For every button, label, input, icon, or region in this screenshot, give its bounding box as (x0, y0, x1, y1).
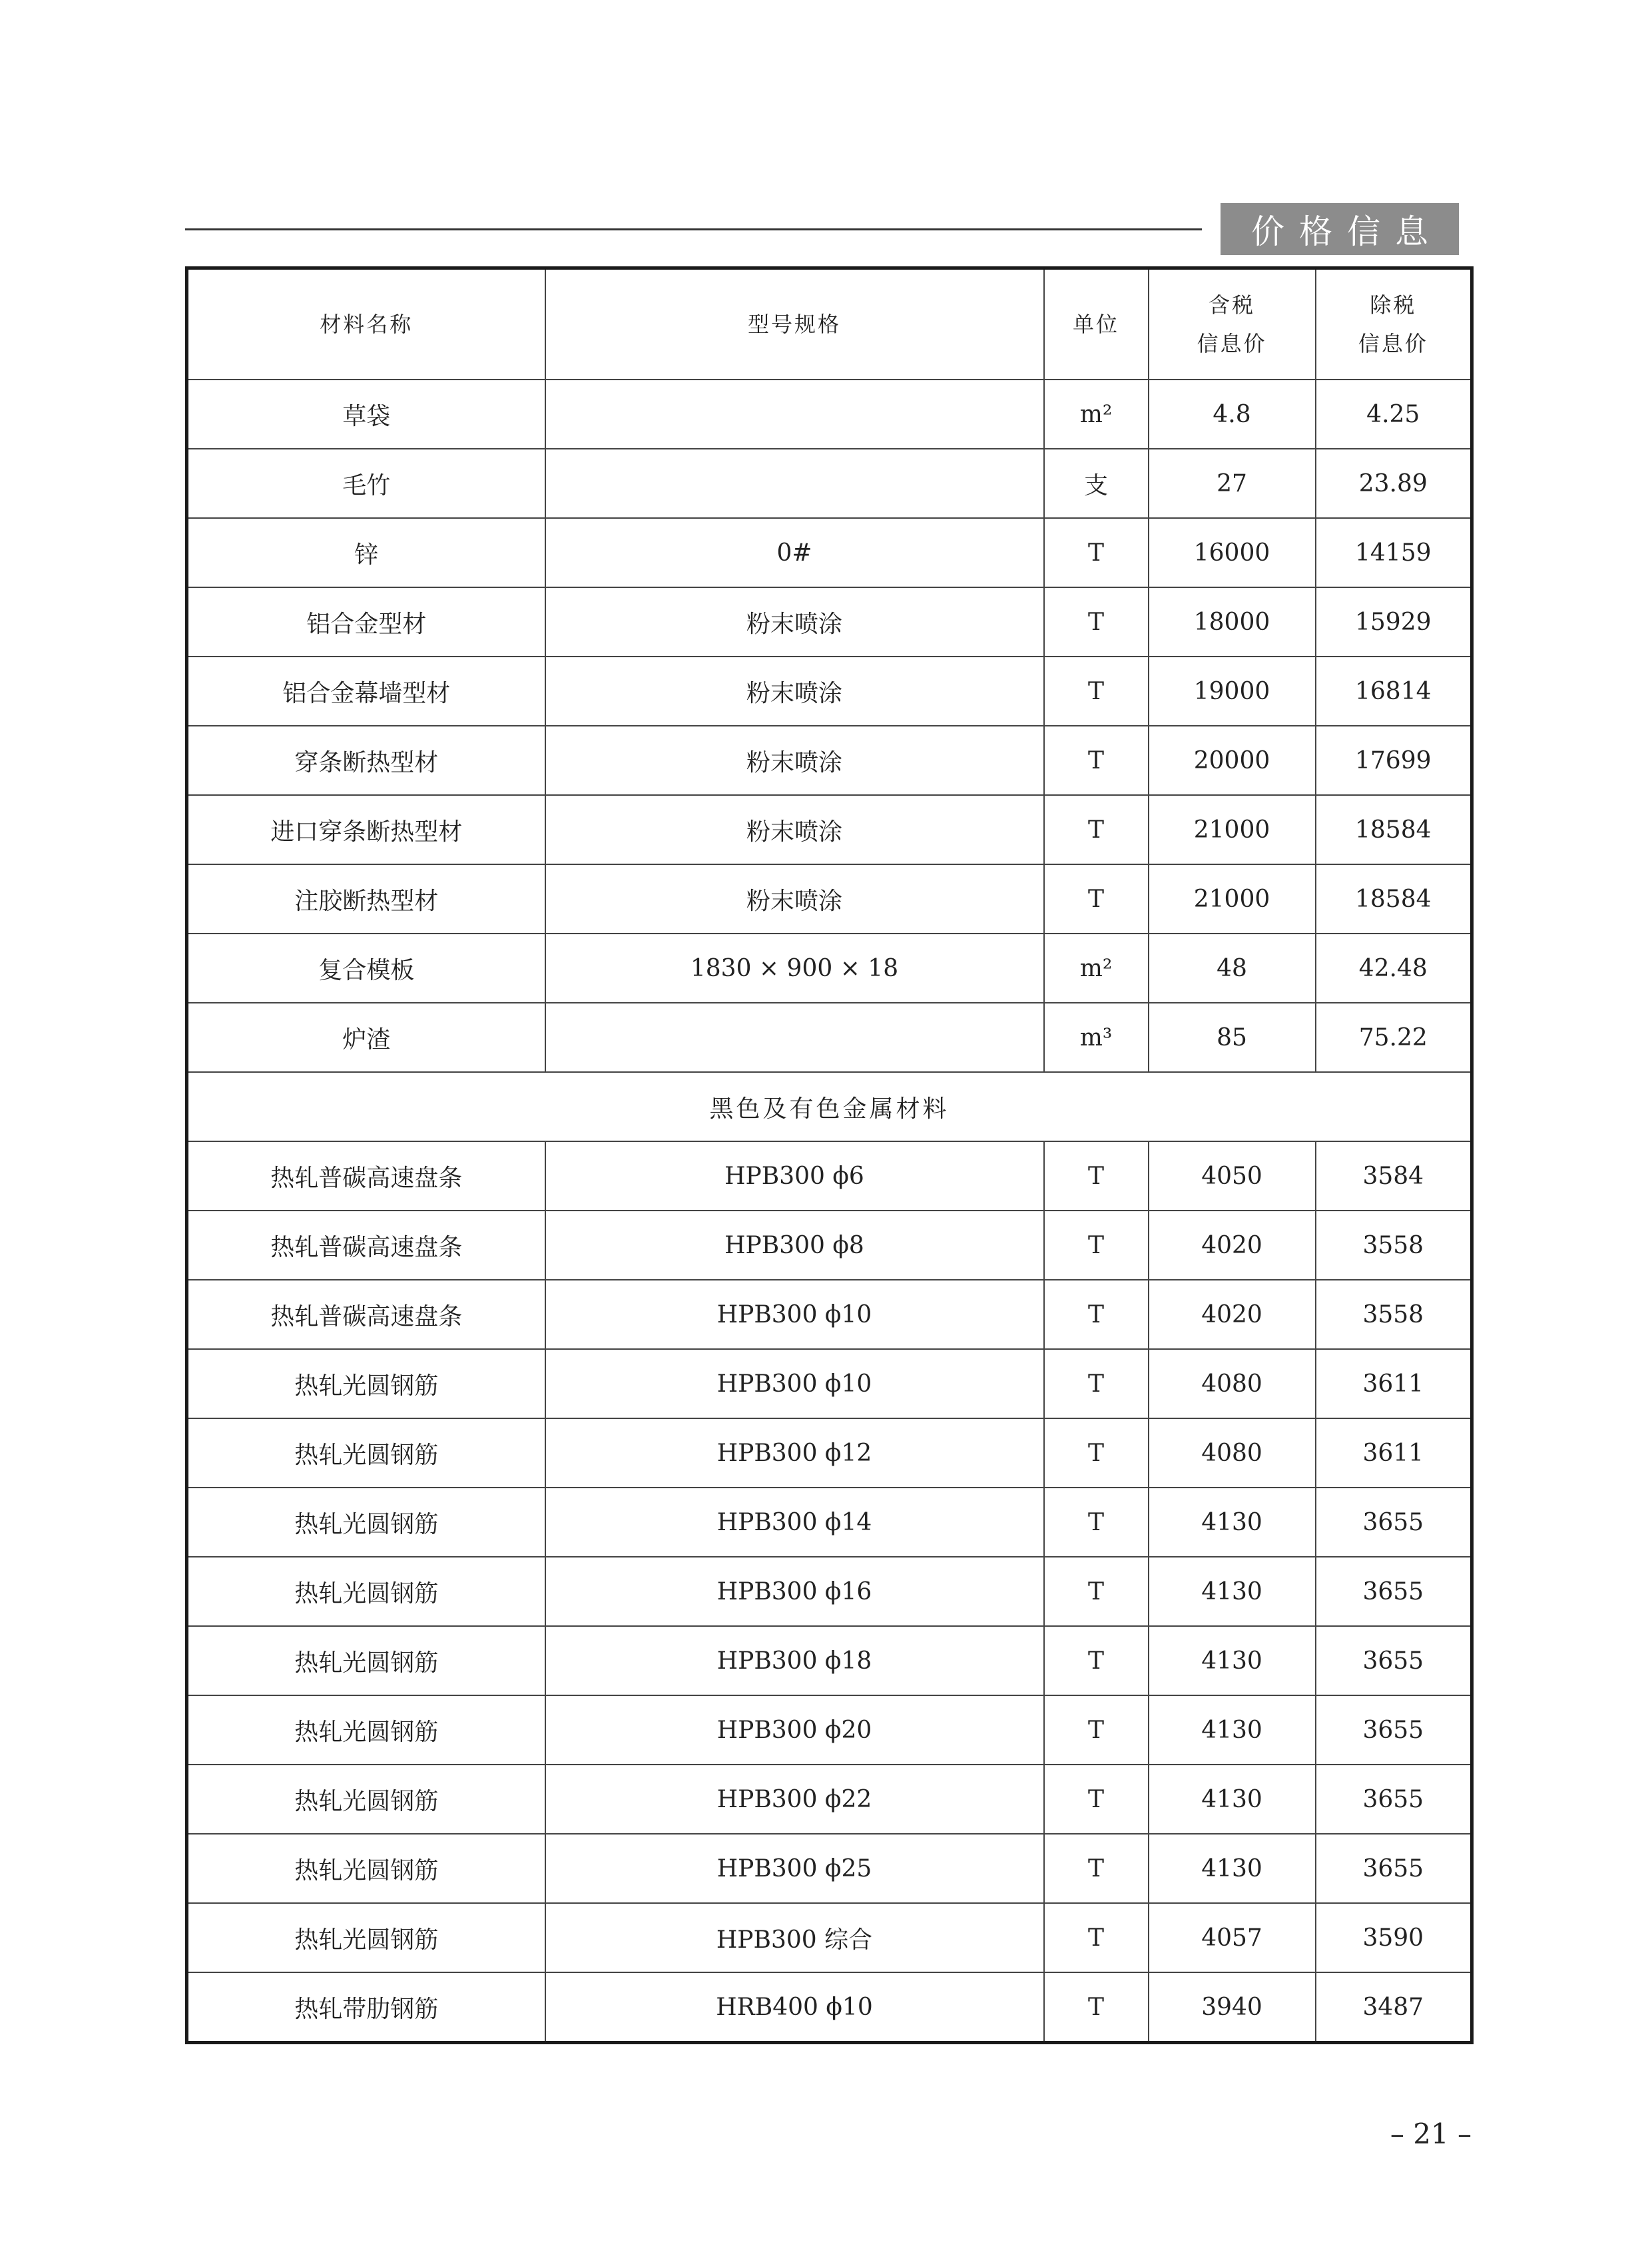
cell-price-tax: 48 (1149, 934, 1316, 1003)
cell-price-tax: 4080 (1149, 1418, 1316, 1488)
cell-unit: T (1044, 1280, 1149, 1349)
cell-spec: HRB400 ϕ10 (545, 1972, 1044, 2043)
table-row (187, 1280, 1472, 1349)
cell-spec: HPB300 ϕ6 (545, 1141, 1044, 1211)
cell-unit: m³ (1044, 1003, 1149, 1072)
cell-spec: 粉末喷涂 (545, 864, 1044, 934)
cell-name: 草袋 (187, 380, 545, 449)
cell-name: 注胶断热型材 (187, 864, 545, 934)
table-row (187, 934, 1472, 1003)
cell-price-tax: 4050 (1149, 1141, 1316, 1211)
cell-unit: T (1044, 795, 1149, 864)
cell-price-notax: 23.89 (1316, 449, 1472, 518)
cell-price-tax: 4130 (1149, 1695, 1316, 1765)
cell-unit: m² (1044, 934, 1149, 1003)
table-row (187, 518, 1472, 587)
cell-spec: 粉末喷涂 (545, 657, 1044, 726)
cell-unit: T (1044, 587, 1149, 657)
cell-price-tax: 4130 (1149, 1488, 1316, 1557)
cell-unit: T (1044, 1903, 1149, 1972)
cell-price-tax: 85 (1149, 1003, 1316, 1072)
table-row (187, 1765, 1472, 1834)
table-row (187, 1349, 1472, 1418)
cell-spec: HPB300 ϕ8 (545, 1211, 1044, 1280)
cell-name: 热轧光圆钢筋 (187, 1557, 545, 1626)
cell-name: 热轧光圆钢筋 (187, 1695, 545, 1765)
cell-price-tax: 19000 (1149, 657, 1316, 726)
cell-price-notax: 3655 (1316, 1695, 1472, 1765)
cell-unit: T (1044, 1557, 1149, 1626)
cell-unit: T (1044, 1695, 1149, 1765)
table-row (187, 1834, 1472, 1903)
cell-price-tax: 21000 (1149, 864, 1316, 934)
cell-name: 炉渣 (187, 1003, 545, 1072)
col-header-price-notax-line1: 除税 (1370, 292, 1417, 318)
cell-price-notax: 75.22 (1316, 1003, 1472, 1072)
cell-spec: 粉末喷涂 (545, 587, 1044, 657)
cell-price-notax: 3655 (1316, 1765, 1472, 1834)
cell-price-notax: 3487 (1316, 1972, 1472, 2043)
cell-name: 热轧光圆钢筋 (187, 1834, 545, 1903)
cell-price-tax: 20000 (1149, 726, 1316, 795)
cell-price-tax: 16000 (1149, 518, 1316, 587)
cell-price-tax: 21000 (1149, 795, 1316, 864)
cell-name: 毛竹 (187, 449, 545, 518)
table-row (187, 587, 1472, 657)
table-row (187, 1488, 1472, 1557)
cell-price-tax: 4130 (1149, 1557, 1316, 1626)
cell-unit: T (1044, 657, 1149, 726)
cell-unit: T (1044, 1488, 1149, 1557)
table-row (187, 726, 1472, 795)
cell-spec: 1830 × 900 × 18 (545, 934, 1044, 1003)
cell-spec: HPB300 综合 (545, 1903, 1044, 1972)
table-section-heading-group (187, 1072, 1472, 1141)
cell-price-tax: 4020 (1149, 1211, 1316, 1280)
cell-price-notax: 3558 (1316, 1211, 1472, 1280)
table-row (187, 1211, 1472, 1280)
cell-name: 铝合金幕墙型材 (187, 657, 545, 726)
cell-unit: T (1044, 1972, 1149, 2043)
table-row (187, 449, 1472, 518)
table-header-row (187, 268, 1472, 380)
cell-spec (545, 449, 1044, 518)
cell-name: 热轧普碳高速盘条 (187, 1141, 545, 1211)
cell-price-notax: 18584 (1316, 795, 1472, 864)
cell-spec: 粉末喷涂 (545, 795, 1044, 864)
cell-unit: T (1044, 1418, 1149, 1488)
cell-spec: HPB300 ϕ20 (545, 1695, 1044, 1765)
cell-name: 热轧光圆钢筋 (187, 1903, 545, 1972)
cell-price-notax: 3590 (1316, 1903, 1472, 1972)
table-row (187, 1003, 1472, 1072)
table-row (187, 380, 1472, 449)
table-row (187, 1695, 1472, 1765)
table-row (187, 1903, 1472, 1972)
cell-name: 铝合金型材 (187, 587, 545, 657)
cell-spec: HPB300 ϕ18 (545, 1626, 1044, 1695)
cell-price-tax: 4080 (1149, 1349, 1316, 1418)
cell-unit: 支 (1044, 449, 1149, 518)
price-table (185, 266, 1474, 2044)
table-body-metals (187, 1141, 1472, 2043)
cell-spec: HPB300 ϕ14 (545, 1488, 1044, 1557)
table-row (187, 657, 1472, 726)
cell-name: 穿条断热型材 (187, 726, 545, 795)
cell-unit: T (1044, 1765, 1149, 1834)
cell-price-notax: 3655 (1316, 1626, 1472, 1695)
cell-price-notax: 17699 (1316, 726, 1472, 795)
cell-price-notax: 3558 (1316, 1280, 1472, 1349)
cell-spec: HPB300 ϕ25 (545, 1834, 1044, 1903)
cell-price-tax: 4130 (1149, 1626, 1316, 1695)
header-rule (185, 228, 1202, 230)
cell-name: 锌 (187, 518, 545, 587)
table-row (187, 1972, 1472, 2043)
cell-price-tax: 27 (1149, 449, 1316, 518)
cell-price-tax: 4020 (1149, 1280, 1316, 1349)
page-number: – 21 – (1390, 2117, 1472, 2150)
section-title: 价格信息 (1221, 203, 1459, 255)
cell-price-tax: 4130 (1149, 1765, 1316, 1834)
cell-name: 热轧普碳高速盘条 (187, 1211, 545, 1280)
cell-name: 热轧光圆钢筋 (187, 1765, 545, 1834)
cell-price-notax: 42.48 (1316, 934, 1472, 1003)
cell-spec (545, 380, 1044, 449)
cell-price-notax: 3611 (1316, 1418, 1472, 1488)
col-header-name: 材料名称 (187, 268, 545, 380)
cell-price-tax: 4.8 (1149, 380, 1316, 449)
cell-price-notax: 3655 (1316, 1834, 1472, 1903)
cell-name: 热轧带肋钢筋 (187, 1972, 545, 2043)
cell-spec: 0# (545, 518, 1044, 587)
cell-name: 热轧光圆钢筋 (187, 1626, 545, 1695)
table-row (187, 1418, 1472, 1488)
cell-unit: T (1044, 726, 1149, 795)
cell-spec (545, 1003, 1044, 1072)
col-header-price-notax (1316, 268, 1472, 380)
col-header-unit: 单位 (1044, 268, 1149, 380)
cell-spec: HPB300 ϕ10 (545, 1349, 1044, 1418)
cell-name: 复合模板 (187, 934, 545, 1003)
cell-name: 进口穿条断热型材 (187, 795, 545, 864)
cell-price-notax: 14159 (1316, 518, 1472, 587)
cell-unit: T (1044, 1349, 1149, 1418)
cell-price-notax: 4.25 (1316, 380, 1472, 449)
cell-price-notax: 3611 (1316, 1349, 1472, 1418)
section-heading-row (187, 1072, 1472, 1141)
cell-spec: 粉末喷涂 (545, 726, 1044, 795)
cell-price-tax: 3940 (1149, 1972, 1316, 2043)
section-heading: 黑色及有色金属材料 (187, 1072, 1472, 1141)
table-row (187, 795, 1472, 864)
col-header-price-tax-line1: 含税 (1208, 292, 1255, 318)
cell-spec: HPB300 ϕ16 (545, 1557, 1044, 1626)
cell-unit: T (1044, 1626, 1149, 1695)
cell-unit: m² (1044, 380, 1149, 449)
cell-price-notax: 3655 (1316, 1488, 1472, 1557)
cell-price-notax: 18584 (1316, 864, 1472, 934)
col-header-price-tax (1149, 268, 1316, 380)
cell-unit: T (1044, 518, 1149, 587)
cell-spec: HPB300 ϕ12 (545, 1418, 1044, 1488)
table-row (187, 1557, 1472, 1626)
cell-spec: HPB300 ϕ10 (545, 1280, 1044, 1349)
cell-price-tax: 18000 (1149, 587, 1316, 657)
cell-unit: T (1044, 864, 1149, 934)
table-row (187, 864, 1472, 934)
col-header-price-tax-line2: 信息价 (1197, 331, 1267, 356)
cell-name: 热轧光圆钢筋 (187, 1349, 545, 1418)
cell-name: 热轧普碳高速盘条 (187, 1280, 545, 1349)
table-row (187, 1626, 1472, 1695)
table-body-general (187, 380, 1472, 1072)
cell-unit: T (1044, 1211, 1149, 1280)
col-header-spec: 型号规格 (545, 268, 1044, 380)
cell-name: 热轧光圆钢筋 (187, 1488, 545, 1557)
cell-price-tax: 4130 (1149, 1834, 1316, 1903)
cell-unit: T (1044, 1141, 1149, 1211)
cell-unit: T (1044, 1834, 1149, 1903)
cell-price-tax: 4057 (1149, 1903, 1316, 1972)
cell-price-notax: 3584 (1316, 1141, 1472, 1211)
col-header-price-notax-line2: 信息价 (1358, 331, 1428, 356)
cell-price-notax: 16814 (1316, 657, 1472, 726)
cell-name: 热轧光圆钢筋 (187, 1418, 545, 1488)
table-row (187, 1141, 1472, 1211)
cell-spec: HPB300 ϕ22 (545, 1765, 1044, 1834)
cell-price-notax: 15929 (1316, 587, 1472, 657)
cell-price-notax: 3655 (1316, 1557, 1472, 1626)
